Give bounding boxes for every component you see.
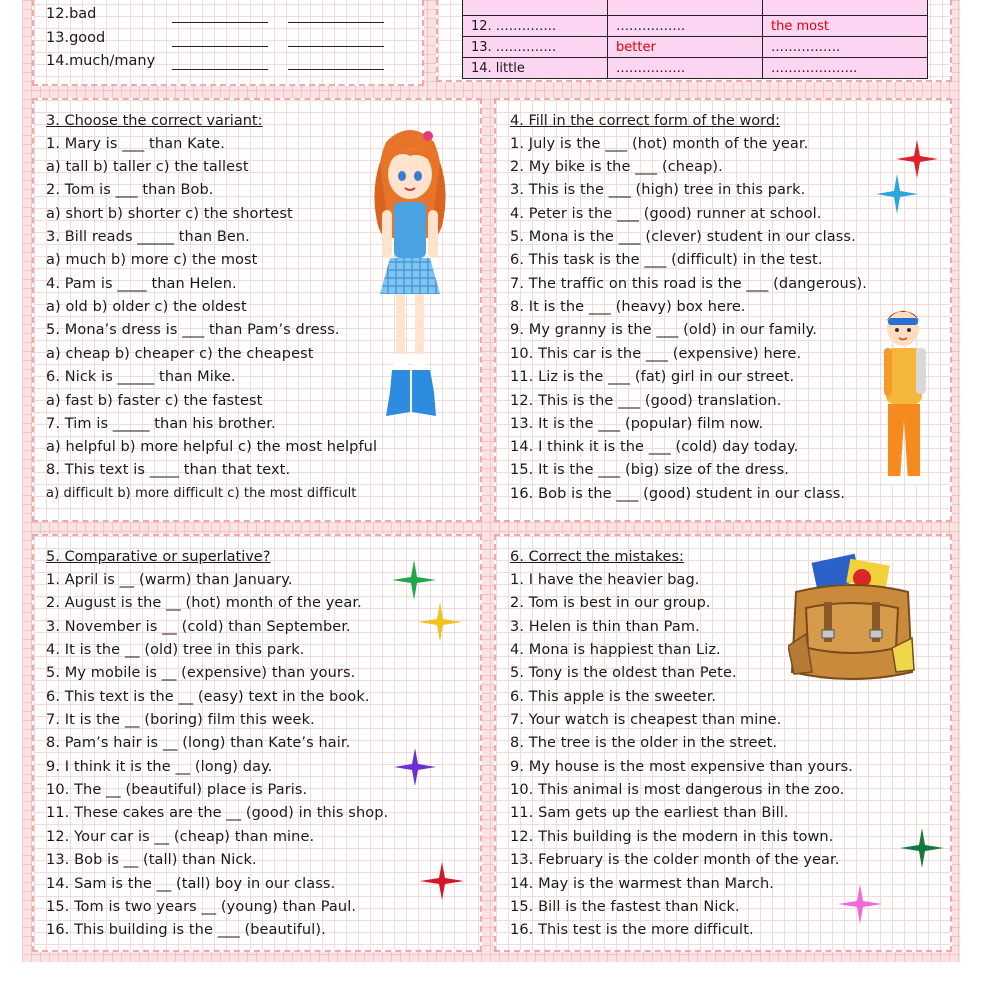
exercise-line: 2. August is the __ (hot) month of the year. bbox=[46, 595, 362, 611]
table-row bbox=[463, 37, 928, 58]
section-6-title: 6. Correct the mistakes: bbox=[510, 549, 684, 565]
answer-blank[interactable] bbox=[172, 46, 268, 47]
exercise-line: 14. Sam is the __ (tall) boy in our class. bbox=[46, 876, 336, 892]
cell-comparative: ……………. bbox=[608, 16, 763, 37]
green-sparkle-star-icon bbox=[900, 828, 944, 868]
exercise-line: 14. I think it is the ___ (cold) day today. bbox=[510, 439, 799, 455]
blank-row-13 bbox=[46, 30, 105, 46]
exercise-line: 11. These cakes are the __ (good) in this shop. bbox=[46, 805, 389, 821]
exercise-line: 12. This building is the modern in this town. bbox=[510, 829, 834, 845]
exercise-line: 16. Bob is the ___ (good) student in our class. bbox=[510, 486, 846, 502]
exercise-line: 7. The traffic on this road is the ___ (dangerous). bbox=[510, 276, 867, 292]
answer-options: a) much b) more c) the most bbox=[46, 252, 258, 268]
answer-blank[interactable] bbox=[172, 69, 268, 70]
exercise-line: 4. It is the __ (old) tree in this park. bbox=[46, 642, 305, 658]
girl-illustration bbox=[368, 122, 452, 420]
exercise-line: 10. This animal is most dangerous in the zoo. bbox=[510, 782, 845, 798]
question-line: 8. This text is ____ than that text. bbox=[46, 462, 291, 478]
exercise-line: 8. It is the ___ (heavy) box here. bbox=[510, 299, 746, 315]
exercise-line: 6. This apple is the sweeter. bbox=[510, 689, 717, 705]
section-5-title: 5. Comparative or superlative? bbox=[46, 549, 271, 565]
exercise-line: 5. Mona is the ___ (clever) student in our class. bbox=[510, 229, 856, 245]
exercise-line: 1. July is the ___ (hot) month of the year. bbox=[510, 136, 809, 152]
exercise-line: 5. My mobile is __ (expensive) than yours. bbox=[46, 665, 356, 681]
cell-base: 12. ………….. bbox=[463, 16, 608, 37]
exercise-line: 13. Bob is __ (tall) than Nick. bbox=[46, 852, 257, 868]
red-sparkle-star-icon bbox=[420, 862, 464, 900]
cell-comparative: better bbox=[608, 37, 763, 58]
exercise-line: 5. Tony is the oldest than Pete. bbox=[510, 665, 737, 681]
exercise-line: 11. Sam gets up the earliest than Bill. bbox=[510, 805, 789, 821]
exercise-line: 3. Helen is thin than Pam. bbox=[510, 619, 700, 635]
question-line: 7. Tim is _____ than his brother. bbox=[46, 416, 276, 432]
row-word: bad bbox=[69, 6, 97, 22]
exercise-line: 12. This is the ___ (good) translation. bbox=[510, 393, 782, 409]
exercise-line: 16. This test is the more difficult. bbox=[510, 922, 754, 938]
cell-base: 14. little bbox=[463, 58, 608, 79]
exercise-line: 11. Liz is the ___ (fat) girl in our street. bbox=[510, 369, 795, 385]
question-line: 5. Mona’s dress is ___ than Pam’s dress. bbox=[46, 322, 340, 338]
section-3-title: 3. Choose the correct variant: bbox=[46, 113, 263, 129]
row-number: 13. bbox=[46, 30, 70, 46]
answer-blank[interactable] bbox=[288, 22, 384, 23]
exercise-line: 13. It is the ___ (popular) film now. bbox=[510, 416, 764, 432]
row-word: good bbox=[69, 30, 106, 46]
exercise-line: 9. I think it is the __ (long) day. bbox=[46, 759, 273, 775]
exercise-line: 6. This task is the ___ (difficult) in the test. bbox=[510, 252, 823, 268]
answer-options: a) difficult b) more difficult c) the most difficult bbox=[46, 486, 357, 501]
answer-options: a) old b) older c) the oldest bbox=[46, 299, 247, 315]
cell-superlative: ……………. bbox=[763, 37, 928, 58]
exercise-line: 15. Bill is the fastest than Nick. bbox=[510, 899, 740, 915]
exercise-line: 15. Tom is two years __ (young) than Paul. bbox=[46, 899, 357, 915]
exercise-line: 4. Mona is happiest than Liz. bbox=[510, 642, 721, 658]
school-bag-illustration bbox=[788, 552, 916, 692]
exercise-line: 1. I have the heavier bag. bbox=[510, 572, 700, 588]
question-line: 6. Nick is _____ than Mike. bbox=[46, 369, 236, 385]
row-number: 12. bbox=[46, 6, 70, 22]
exercise-line: 6. This text is the __ (easy) text in the book. bbox=[46, 689, 370, 705]
answer-options: a) helpful b) more helpful c) the most helpful bbox=[46, 439, 378, 455]
exercise-line: 15. It is the ___ (big) size of the dress. bbox=[510, 462, 789, 478]
exercise-line: 3. November is __ (cold) than September. bbox=[46, 619, 351, 635]
answer-options: a) fast b) faster c) the fastest bbox=[46, 393, 263, 409]
exercise-line: 2. My bike is the ___ (cheap). bbox=[510, 159, 723, 175]
exercise-line: 13. February is the colder month of the year. bbox=[510, 852, 840, 868]
exercise-line: 9. My granny is the ___ (old) in our family. bbox=[510, 322, 817, 338]
red-sparkle-star-icon bbox=[896, 140, 938, 178]
exercise-line: 1. April is __ (warm) than January. bbox=[46, 572, 293, 588]
table-row bbox=[463, 58, 928, 79]
blank-row-12 bbox=[46, 6, 96, 22]
cell-base: 13. ………….. bbox=[463, 37, 608, 58]
question-line: 2. Tom is ___ than Bob. bbox=[46, 182, 214, 198]
answer-blank[interactable] bbox=[288, 46, 384, 47]
blank-row-14 bbox=[46, 53, 155, 69]
question-line: 4. Pam is ____ than Helen. bbox=[46, 276, 237, 292]
purple-sparkle-star-icon bbox=[394, 748, 436, 786]
exercise-line: 8. The tree is the older in the street. bbox=[510, 735, 778, 751]
yellow-sparkle-star-icon bbox=[418, 602, 462, 642]
exercise-line: 12. Your car is __ (cheap) than mine. bbox=[46, 829, 315, 845]
blue-sparkle-star-icon bbox=[876, 174, 918, 214]
answer-options: a) tall b) taller c) the tallest bbox=[46, 159, 249, 175]
answer-options: a) cheap b) cheaper c) the cheapest bbox=[46, 346, 314, 362]
section-4-title: 4. Fill in the correct form of the word: bbox=[510, 113, 780, 129]
exercise-line: 7. It is the __ (boring) film this week. bbox=[46, 712, 315, 728]
exercise-line: 7. Your watch is cheapest than mine. bbox=[510, 712, 782, 728]
pink-sparkle-star-icon bbox=[838, 884, 882, 924]
question-line: 3. Bill reads _____ than Ben. bbox=[46, 229, 250, 245]
exercise-line: 16. This building is the ___ (beautiful). bbox=[46, 922, 326, 938]
exercise-line: 14. May is the warmest than March. bbox=[510, 876, 774, 892]
question-line: 1. Mary is ___ than Kate. bbox=[46, 136, 225, 152]
row-number: 14. bbox=[46, 53, 70, 69]
table-row bbox=[463, 0, 928, 16]
green-sparkle-star-icon bbox=[392, 560, 436, 600]
table-row bbox=[463, 16, 928, 37]
cell-superlative: ……………….. bbox=[763, 58, 928, 79]
exercise-line: 3. This is the ___ (high) tree in this park. bbox=[510, 182, 806, 198]
answer-blank[interactable] bbox=[288, 69, 384, 70]
exercise-line: 10. The __ (beautiful) place is Paris. bbox=[46, 782, 308, 798]
answer-options: a) short b) shorter c) the shortest bbox=[46, 206, 293, 222]
row-word: much/many bbox=[69, 53, 156, 69]
exercise-line: 2. Tom is best in our group. bbox=[510, 595, 711, 611]
cell-superlative: the most bbox=[763, 16, 928, 37]
boy-illustration bbox=[876, 304, 934, 486]
exercise-line: 10. This car is the ___ (expensive) here. bbox=[510, 346, 802, 362]
exercise-line: 9. My house is the most expensive than yours. bbox=[510, 759, 854, 775]
exercise-line: 4. Peter is the ___ (good) runner at school. bbox=[510, 206, 822, 222]
degrees-table bbox=[462, 0, 928, 79]
cell-comparative: ……………. bbox=[608, 58, 763, 79]
answer-blank[interactable] bbox=[172, 22, 268, 23]
exercise-line: 8. Pam’s hair is __ (long) than Kate’s hair. bbox=[46, 735, 351, 751]
